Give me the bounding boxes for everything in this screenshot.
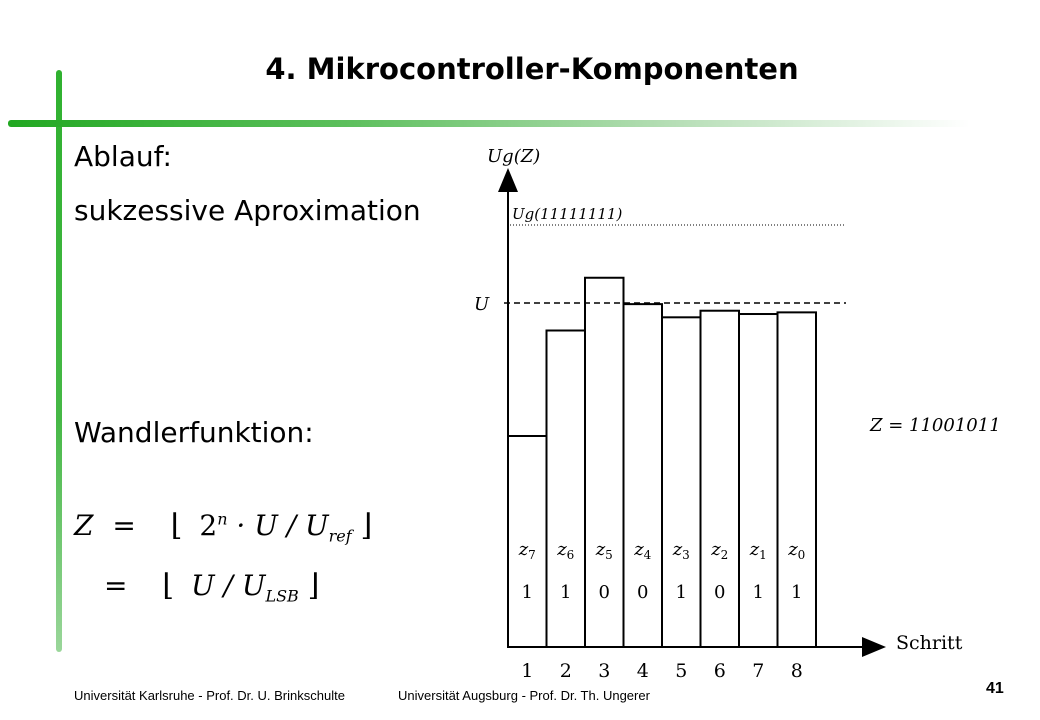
y-axis-label: Ug(Z)	[487, 146, 541, 167]
bit-label-z5: $z_5$	[595, 539, 613, 562]
floor-left-symbol-2: ⌊	[162, 568, 175, 603]
bit-label-z0: $z_0$	[788, 539, 806, 562]
bit-label-z6: $z_6$	[557, 539, 575, 562]
bit-label-z4: $z_4$	[634, 539, 652, 562]
bit-value-z0: 1	[791, 582, 803, 603]
x-tick-label-3: 3	[598, 660, 611, 682]
slide-title: 4. Mikrocontroller-Komponenten	[265, 52, 799, 86]
formula-sub-ref: ref	[328, 526, 352, 546]
formula-exponent-n: n	[217, 509, 228, 529]
x-tick-label-2: 2	[559, 660, 572, 682]
formula-u-over-uref: · U / U	[236, 509, 329, 542]
u-label: U	[474, 294, 490, 315]
heading-method: sukzessive Aproximation	[74, 194, 421, 227]
ug-max-label: Ug(11111111)	[512, 205, 623, 223]
x-tick-label-7: 7	[752, 660, 765, 682]
heading-ablauf: Ablauf:	[74, 140, 172, 173]
x-tick-label-6: 6	[713, 660, 726, 682]
bit-label-z1: $z_1$	[749, 539, 767, 562]
x-tick-label-8: 8	[790, 660, 803, 682]
footer-right: Universität Augsburg - Prof. Dr. Th. Ungerer	[398, 688, 650, 703]
formula-sub-lsb: LSB	[265, 586, 299, 606]
formula-equals: =	[112, 509, 136, 542]
bit-value-z3: 1	[675, 582, 687, 603]
bit-value-z6: 1	[560, 582, 572, 603]
x-tick-label-5: 5	[675, 660, 688, 682]
x-tick-label-1: 1	[521, 660, 534, 682]
formula-equals-2: =	[104, 569, 128, 602]
formula-u-over-ulsb: U / U	[191, 569, 266, 602]
bit-value-z5: 0	[598, 582, 610, 603]
bit-label-z3: $z_3$	[672, 539, 690, 562]
page-number: 41	[986, 680, 1004, 697]
bit-value-z4: 0	[637, 582, 649, 603]
footer-left: Universität Karlsruhe - Prof. Dr. U. Brinkschulte	[74, 688, 345, 703]
floor-right-symbol-2: ⌋	[307, 568, 320, 603]
bit-value-z2: 0	[714, 582, 726, 603]
x-tick-label-4: 4	[636, 660, 649, 682]
bit-label-z2: $z_2$	[711, 539, 729, 562]
formula-z: Z	[74, 509, 94, 542]
result-label: Z = 11001011	[870, 415, 1001, 436]
bit-value-z7: 1	[521, 582, 533, 603]
floor-right-symbol: ⌋	[360, 508, 373, 543]
bit-label-z7: $z_7$	[518, 539, 536, 562]
x-axis-label: Schritt	[896, 632, 963, 654]
heading-wandlerfunktion: Wandlerfunktion:	[74, 416, 314, 449]
bit-value-z1: 1	[752, 582, 764, 603]
formula-two: 2	[199, 509, 218, 542]
floor-left-symbol: ⌊	[170, 508, 183, 543]
